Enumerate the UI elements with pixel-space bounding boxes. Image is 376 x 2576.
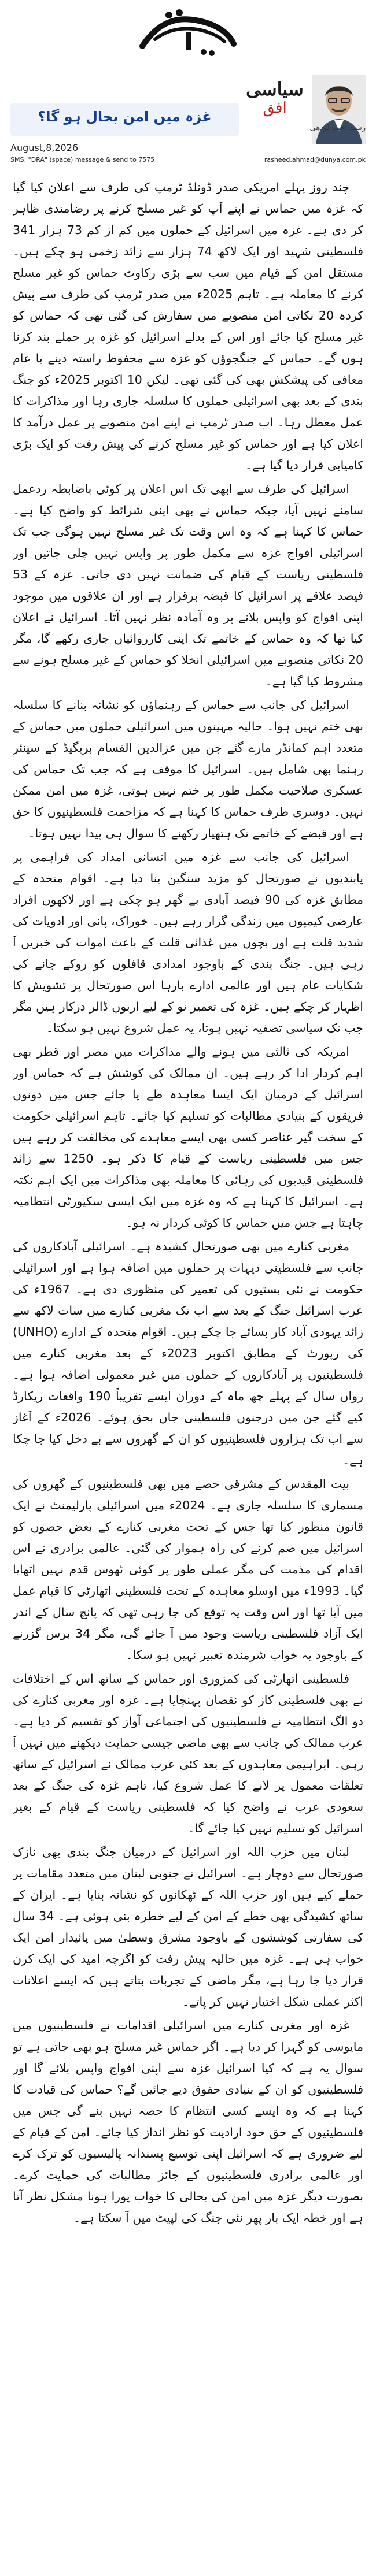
author-email: rasheed.ahmad@dunya.com.pk [264,156,366,164]
author-name: رشید احمد لودھی [309,124,366,132]
article-paragraph: لبنان میں حزب اللہ اور اسرائیل کے درمیان جنگ بندی بھی نازک صورتحال سے دوچار ہے۔ اسرائیل نے جنوبی لبنان میں متعدد مقامات پر حملے کیے ہیں اور حزب اللہ کے ٹھکانوں کو نشانہ بنایا ہے۔ ایران کے ساتھ کشیدگی بھی خطے کے امن کے لیے خطرہ بنی ہوئی ہے۔ 34 سال کی سفارتی کوششوں کے باوجود مشرق وسطیٰ میں پائیدار امن ایک خواب ہی ہے۔ غزہ میں حالیہ پیش رفت کو اگرچہ امید کی ایک کرن قرار دیا جا رہا ہے، مگر ماضی کے تجربات بتاتے ہیں کہ ایسے اعلانات اکثر عملی شکل اختیار نہیں کر پاتے۔ [13,1845,363,2009]
article-paragraph: امریکہ کی ثالثی میں ہونے والے مذاکرات میں مصر اور قطر بھی اہم کردار ادا کر رہے ہیں۔ ان ممالک کی کوشش ہے کہ حماس اور اسرائیل کے درمیان ایک ایسا معاہدہ طے پا جائے جس میں دونوں فریقوں کے بنیادی مطالبات کو تسلیم کیا جائے۔ تاہم اسرائیلی حکومت کے سخت گیر عناصر کسی بھی ایسے معاہدے کی مخالفت کر رہے ہیں جس میں فلسطینی ریاست کے قیام کا ذکر ہو۔ 1250 سے زائد فلسطینی قیدیوں کی رہائی کا معاملہ بھی مذاکرات میں ایک اہم نکتہ ہے۔ اسرائیل کا کہنا ہے کہ وہ غزہ میں ایک ایسی سکیورٹی انتظامیہ چاہتا ہے جس میں حماس کا کوئی کردار نہ ہو۔ [13,1045,363,1230]
column-name-line1: سیاسی [246,78,304,100]
article-meta [10,142,366,171]
article-paragraph: غزہ اور مغربی کنارے میں اسرائیلی اقدامات نے فلسطینیوں میں مایوسی کو گہرا کر دیا ہے۔ اگر حماس غیر مسلح ہو بھی جاتی ہے تو سوال یہ ہے کہ کیا اسرائیل غزہ سے اپنی افواج واپس بلائے گا اور فلسطینیوں کو ان کے بنیادی حقوق دیے جائیں گے؟ حماس کی قیادت کا کہنا ہے کہ وہ ایسے کسی انتظام کا حصہ نہیں بنے گی جس میں فلسطینیوں کے حق خود ارادیت کو نظر انداز کیا جائے۔ امن کے قیام کے لیے ضروری ہے کہ اسرائیل اپنی توسیع پسندانہ پالیسیوں کو ترک کرے اور عالمی برادری فلسطینیوں کے جائز مطالبات کی حمایت کرے۔ بصورت دیگر غزہ میں امن کی بحالی کا خواب پورا ہونا مشکل نظر آتا ہے اور خطہ ایک بار پھر نئی جنگ کی لپیٹ میں آ سکتا ہے۔ [13,2018,363,2225]
article-paragraph: اسرائیل کی جانب سے حماس کے رہنماؤں کو نشانہ بنانے کا سلسلہ بھی ختم نہیں ہوا۔ حالیہ مہینوں میں اسرائیلی حملوں میں حماس کے متعدد اہم کمانڈر مارے گئے جن میں عزالدین القسام بریگیڈ کے سینئر رہنما بھی شامل ہیں۔ اسرائیل کا موقف ہے کہ جب تک حماس کی عسکری صلاحیت مکمل طور پر ختم نہیں ہوتی، غزہ میں امن ممکن نہیں۔ دوسری طرف حماس کا کہنا ہے کہ مزاحمت فلسطینیوں کا حق ہے اور قبضے کے خاتمے تک ہتھیار رکھنے کا سوال ہی پیدا نہیں ہوتا۔ [13,698,363,840]
article-paragraph: اسرائیل کی جانب سے غزہ میں انسانی امداد کی فراہمی پر پابندیوں نے صورتحال کو مزید سنگین بنا دیا ہے۔ اقوام متحدہ کے مطابق غزہ کی 90 فیصد آبادی بے گھر ہو چکی ہے اور لاکھوں افراد عارضی کیمپوں میں زندگی گزار رہے ہیں۔ خوراک، پانی اور ادویات کی شدید قلت ہے اور بچوں میں غذائی قلت کے باعث اموات کی خبریں آ رہی ہیں۔ جنگ بندی کے باوجود امدادی قافلوں کو روکے جانے کی شکایات عام ہیں اور عالمی ادارے بارہا اس صورتحال پر تشویش کا اظہار کر چکے ہیں۔ غزہ کی تعمیر نو کے لیے اربوں ڈالر درکار ہیں مگر جب تک سیاسی تصفیہ نہیں ہوتا، یہ عمل شروع نہیں ہو سکتا۔ [13,850,363,1035]
headline-band [10,103,239,136]
author-portrait-icon [312,75,366,144]
sms-info: SMS: "DRA" (space) message & send to 7575 [10,156,155,164]
article-paragraph: چند روز پہلے امریکی صدر ڈونلڈ ٹرمپ کی طرف سے اعلان کیا گیا کہ غزہ میں حماس نے اپنے آپ کو غیر مسلح کرنے پر رضامندی ظاہر کر دی ہے۔ غزہ میں اسرائیل کے حملوں میں کم از کم 73 ہزار 341 فلسطینی شہید اور ایک لاکھ 74 ہزار سے زائد زخمی ہو چکے ہیں۔ مستقل امن کے قیام میں سب سے بڑی رکاوٹ حماس کو غیر مسلح کرنے کا معاملہ ہے۔ تاہم 2025ء میں صدر ٹرمپ کی طرف سے پیش کردہ 20 نکاتی امن منصوبے میں سفارش کی گئی تھی کہ حماس کو غیر مسلح کیا جائے اور اس کے بدلے اسرائیل کو غزہ پر حملے بند کرنا ہوں گے۔ حماس کے جنگجوؤں کو غزہ سے محفوظ راستہ دینے یا عام معافی کی پیشکش بھی کی گئی تھی۔ لیکن 10 اکتوبر 2025ء کو جنگ بندی کے بعد بھی اسرائیلی حملوں کا سلسلہ جاری رہا اور مذاکرات کا عمل معطل رہا۔ اب صدر ٹرمپ نے اپنے امن منصوبے پر عمل درآمد کا اعلان کیا ہے اور حماس کو غیر مسلح کرنے کی پیش رفت کو ایک بڑی کامیابی قرار دیا گیا ہے۔ [13,180,363,472]
article-paragraph: مغربی کنارے میں بھی صورتحال کشیدہ ہے۔ اسرائیلی آبادکاروں کی جانب سے فلسطینی دیہات پر حملوں میں اضافہ ہوا ہے اور اسرائیلی حکومت نے نئی بستیوں کی تعمیر کی منظوری دی ہے۔ 1967ء کی عرب اسرائیل جنگ کے بعد سے اب تک مغربی کنارے میں سات لاکھ سے زائد یہودی آباد کار بسائے جا چکے ہیں۔ اقوام متحدہ کے ادارے (UNHO) کی رپورٹ کے مطابق اکتوبر 2023ء کے بعد مغربی کنارے میں فلسطینیوں پر آبادکاروں کے حملوں میں غیر معمولی اضافہ ہوا ہے۔ رواں سال کے پہلے چھ ماہ کے دوران ایسے تقریباً 190 واقعات ریکارڈ کیے گئے جن میں درجنوں فلسطینی جاں بحق ہوئے۔ 2026ء کے آغاز سے اب تک ہزاروں فلسطینیوں کو ان کے گھروں سے بے دخل کیا جا چکا ہے۔ [13,1239,363,1467]
publish-date: August,8,2026 [10,142,79,153]
masthead [0,0,376,64]
column-logo [243,79,307,117]
article-body [13,177,363,2558]
newspaper-logo [134,6,242,59]
article-paragraph: اسرائیل کی طرف سے ابھی تک اس اعلان پر کوئی باضابطہ ردعمل سامنے نہیں آیا، جبکہ حماس نے بھی اپنی شرائط کو واضح کیا ہے۔ حماس کا کہنا ہے کہ وہ اس وقت تک غیر مسلح نہیں ہوگی جب تک اسرائیلی افواج غزہ سے مکمل طور پر واپس نہیں چلی جاتیں اور فلسطینی ریاست کے قیام کی ضمانت نہیں دی جاتی۔ غزہ کے 53 فیصد علاقے پر اسرائیل کا قبضہ برقرار ہے اور ان علاقوں میں موجود اپنی افواج کو واپس بلانے پر وہ آمادہ نظر نہیں آتا۔ اسرائیل نے اعلان کیا تھا کہ وہ حماس کے خاتمے تک اپنی کارروائیاں جاری رکھے گا، مگر 20 نکاتی منصوبے میں اسرائیلی انخلا کو حماس کے غیر مسلح ہونے سے مشروط کیا گیا ہے۔ [13,482,363,688]
column-name-line2: افق [263,99,287,117]
article-paragraph: بیت المقدس کے مشرقی حصے میں بھی فلسطینیوں کے گھروں کی مسماری کا سلسلہ جاری ہے۔ 2024ء میں اسرائیلی پارلیمنٹ نے ایک قانون منظور کیا تھا جس کے تحت مغربی کنارے کے بعض حصوں کو اسرائیل میں ضم کرنے کی راہ ہموار کی گئی۔ عالمی برادری نے اس اقدام کی مذمت کی مگر عملی طور پر کوئی ٹھوس قدم نہیں اٹھایا گیا۔ 1993ء میں اوسلو معاہدہ کے تحت فلسطینی اتھارٹی کا قیام عمل میں آیا تھا اور اس وقت یہ توقع کی جا رہی تھی کہ پانچ سال کے اندر ایک آزاد فلسطینی ریاست وجود میں آ جائے گی، مگر 34 برس گزرنے کے باوجود یہ خواب شرمندہ تعبیر نہیں ہو سکا۔ [13,1477,363,1662]
author-photo [312,75,366,144]
article-paragraph: فلسطینی اتھارٹی کی کمزوری اور حماس کے ساتھ اس کے اختلافات نے بھی فلسطینی کاز کو نقصان پہنچایا ہے۔ غزہ اور مغربی کنارے کی دو الگ انتظامیہ نے فلسطینیوں کی اجتماعی آواز کو تقسیم کر دیا ہے۔ عرب ممالک کی جانب سے بھی ماضی جیسی حمایت دیکھنے میں نہیں آ رہی۔ ابراہیمی معاہدوں کے بعد کئی عرب ممالک نے اسرائیل کے ساتھ تعلقات معمول پر لانے کا عمل شروع کیا، تاہم غزہ کی جنگ کے بعد سعودی عرب نے واضح کیا کہ فلسطینی ریاست کے قیام کے بغیر اسرائیل کو تسلیم نہیں کیا جائے گا۔ [13,1672,363,1835]
article-headline: غزہ میں امن بحال ہو گا؟ [38,109,212,125]
